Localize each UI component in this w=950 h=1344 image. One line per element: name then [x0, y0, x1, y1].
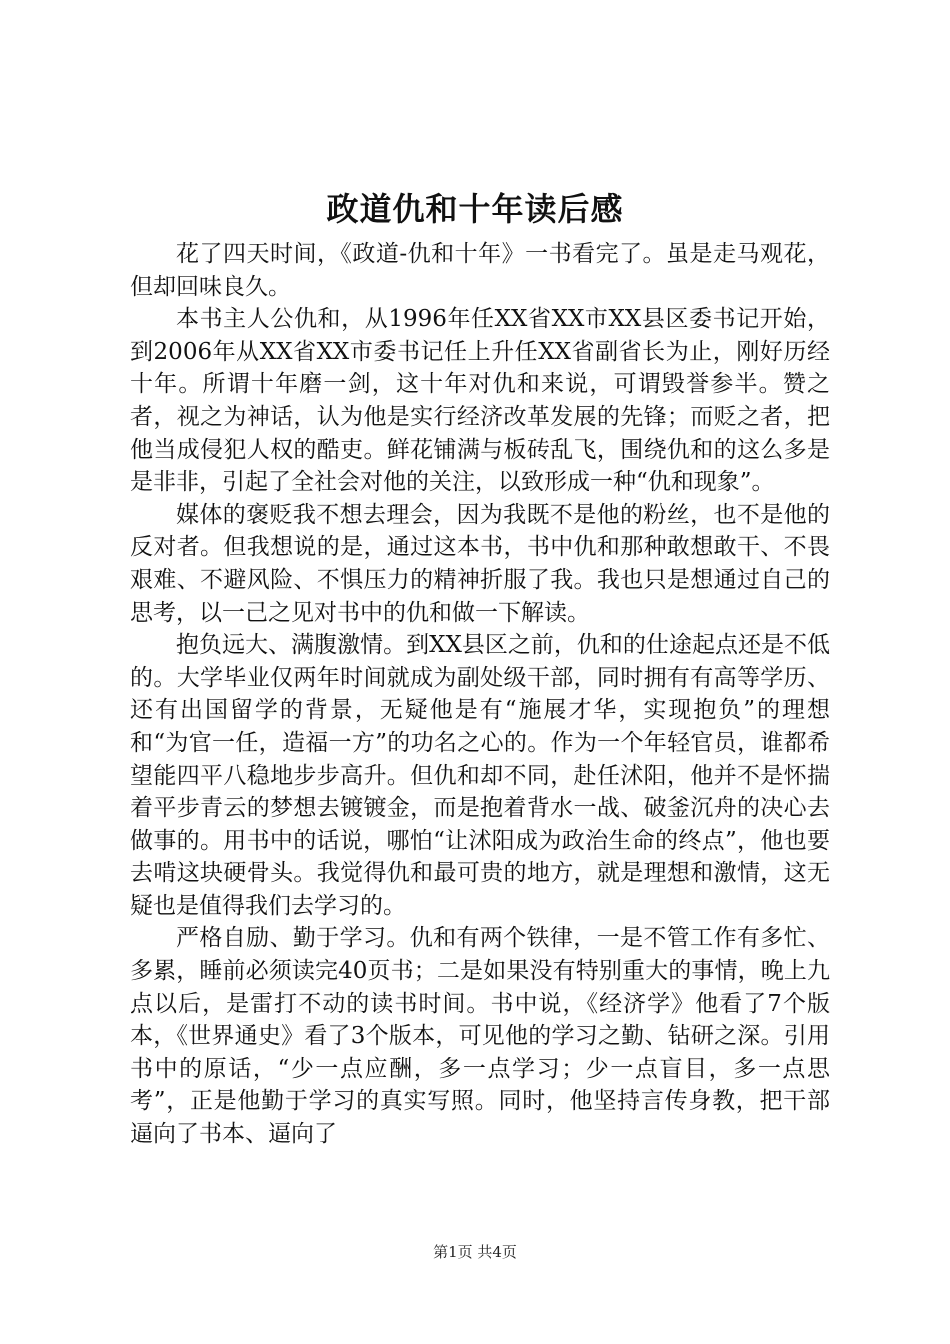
paragraph-5: 严格自励、勤于学习。仇和有两个铁律，一是不管工作有多忙、多累，睡前必须读完40页书；二是如果没有特别重大的事情，晚上九点以后，是雷打不动的读书时间。书中说，《经济学》他看了7个版本，《世界通史》看了3个版本，可见他的学习之勤、钻研之深。引用书中的原话，“少一点应酬，多一点学习；少一点盲目，多一点思考”，正是他勤于学习的真实写照。同时，他坚持言传身教，把干部逼向了书本、逼向了: [130, 925, 830, 1148]
paragraph-1: 花了四天时间，《政道-仇和十年》一书看完了。虽是走马观花，但却回味良久。: [130, 241, 830, 300]
page-title: 政道仇和十年读后感: [326, 190, 624, 228]
paragraph-2: 本书主人公仇和，从1996年任XX省XX市XX县区委书记开始，到2006年从XX省XX市委书记任上升任XX省副省长为止，刚好历经十年。所谓十年磨一剑，这十年对仇和来说，可谓毁誉参半。赞之者，视之为神话，认为他是实行经济改革发展的先锋；而贬之者，把他当成侵犯人权的酷吏。鲜花铺满与板砖乱飞，围绕仇和的这么多是是非非，引起了全社会对他的关注，以致形成一种“仇和现象”。: [130, 306, 830, 496]
document-body: [130, 238, 830, 1151]
page-number-footer: 第1页 共4页: [433, 1243, 517, 1261]
paragraph-3: 媒体的褒贬我不想去理会，因为我既不是他的粉丝，也不是他的反对者。但我想说的是，通过这本书，书中仇和那种敢想敢干、不畏艰难、不避风险、不惧压力的精神折服了我。我也只是想通过自己的思考，以一己之见对书中的仇和做一下解读。: [130, 501, 830, 626]
paragraph-4: 抱负远大、满腹激情。到XX县区之前，仇和的仕途起点还是不低的。大学毕业仅两年时间就成为副处级干部，同时拥有有高等学历、还有出国留学的背景，无疑他是有“施展才华，实现抱负”的理想和“为官一任，造福一方”的功名之心的。作为一个年轻官员，谁都希望能四平八稳地步步高升。但仇和却不同，赴任沭阳，他并不是怀揣着平步青云的梦想去镀镀金，而是抱着背水一战、破釜沉舟的决心去做事的。用书中的话说，哪怕“让沭阳成为政治生命的终点”，他也要去啃这块硬骨头。我觉得仇和最可贵的地方，就是理想和激情，这无疑也是值得我们去学习的。: [130, 632, 830, 919]
